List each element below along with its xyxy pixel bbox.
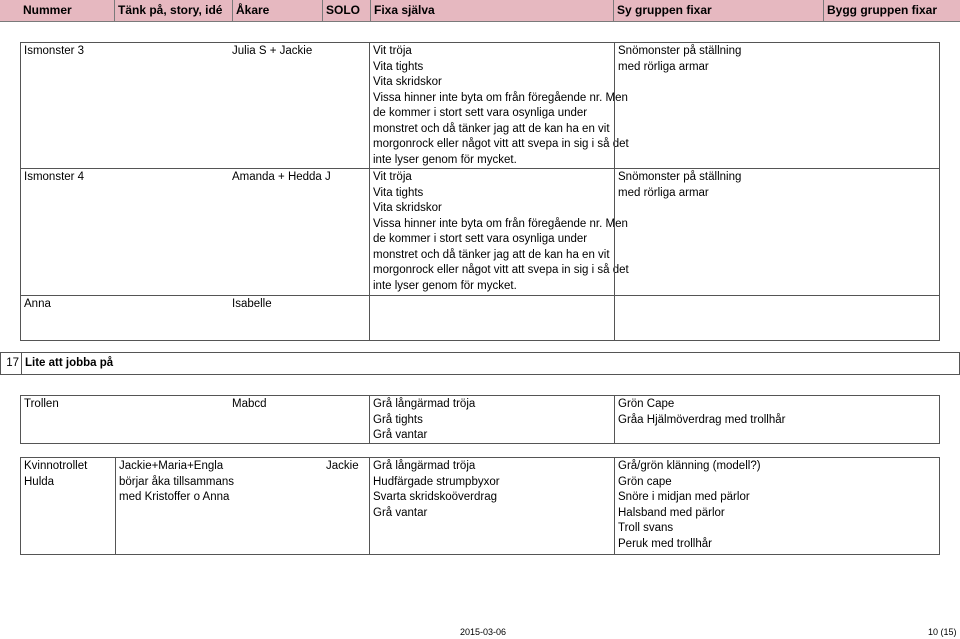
row-sy-gruppen: Grön Cape Gråa Hjälmöverdrag med trollhår [614, 396, 941, 443]
row-fixa-sjalva: Grå långärmad tröja Hudfärgade strumpbyxor Svarta skridskoöverdrag Grå vantar [369, 458, 614, 554]
row-sy-gruppen: Grå/grön klänning (modell?) Grön cape Snöre i midjan med pärlor Halsband med pärlor Troll svans Peruk med trollhår [614, 458, 941, 554]
row-fixa-sjalva: Vit tröja Vita tights Vita skridskor Vissa hinner inte byta om från föregående nr. Men de kommer i stort sett vara osynliga under monstret och då tänker jag att de kan ha en vit morgonrock eller något vitt att svepa in sig i så det inte lyser genom för mycket. [369, 169, 614, 295]
column-header-bar [0, 0, 960, 22]
row-name: Anna [24, 298, 51, 310]
header-solo: SOLO [322, 0, 370, 22]
header-bygg-gruppen: Bygg gruppen fixar [823, 0, 960, 22]
row-story: Jackie+Maria+Engla börjar åka tillsammans med Kristoffer o Anna [115, 458, 323, 554]
row-sy-gruppen: Snömonster på ställning med rörliga armar [614, 43, 941, 168]
section-title: Lite att jobba på [21, 353, 960, 374]
row-name: Kvinnotrollet Hulda [24, 460, 88, 488]
row-sy-gruppen [614, 296, 941, 340]
footer-date: 2015-03-06 [460, 627, 507, 637]
row-name: Trollen [24, 398, 59, 410]
row-name: Ismonster 4 [24, 171, 85, 183]
row-skaters: Mabcd [232, 398, 267, 410]
row-skaters: Amanda + Hedda J [232, 171, 331, 183]
header-fixa-sjalva: Fixa själva [370, 0, 613, 22]
row-skaters: Jackie [326, 460, 359, 472]
row-skaters: Isabelle [232, 298, 272, 310]
row-fixa-sjalva [369, 296, 614, 340]
row-sy-gruppen: Snömonster på ställning med rörliga armar [614, 169, 941, 295]
header-story: Tänk på, story, idé [114, 0, 232, 22]
header-nummer: Nummer [23, 3, 72, 17]
table-row [20, 168, 940, 296]
row-fixa-sjalva: Vit tröja Vita tights Vita skridskor Vissa hinner inte byta om från föregående nr. Men de kommer i stort sett vara osynliga under monstret och då tänker jag att de kan ha en vit morgonrock eller något vitt att svepa in sig i så det inte lyser genom för mycket. [369, 43, 614, 168]
row-skaters: Julia S + Jackie [232, 45, 313, 57]
row-fixa-sjalva: Grå långärmad tröja Grå tights Grå vantar [369, 396, 614, 443]
section-header [0, 352, 960, 375]
header-akare: Åkare [232, 0, 322, 22]
table-row [20, 42, 940, 169]
row-name: Ismonster 3 [24, 45, 85, 57]
section-number: 17 [6, 357, 19, 369]
header-sy-gruppen: Sy gruppen fixar [613, 0, 823, 22]
table-row [20, 457, 940, 555]
footer-page-number: 10 (15) [928, 627, 957, 637]
table-row [20, 395, 940, 444]
table-row [20, 295, 940, 341]
